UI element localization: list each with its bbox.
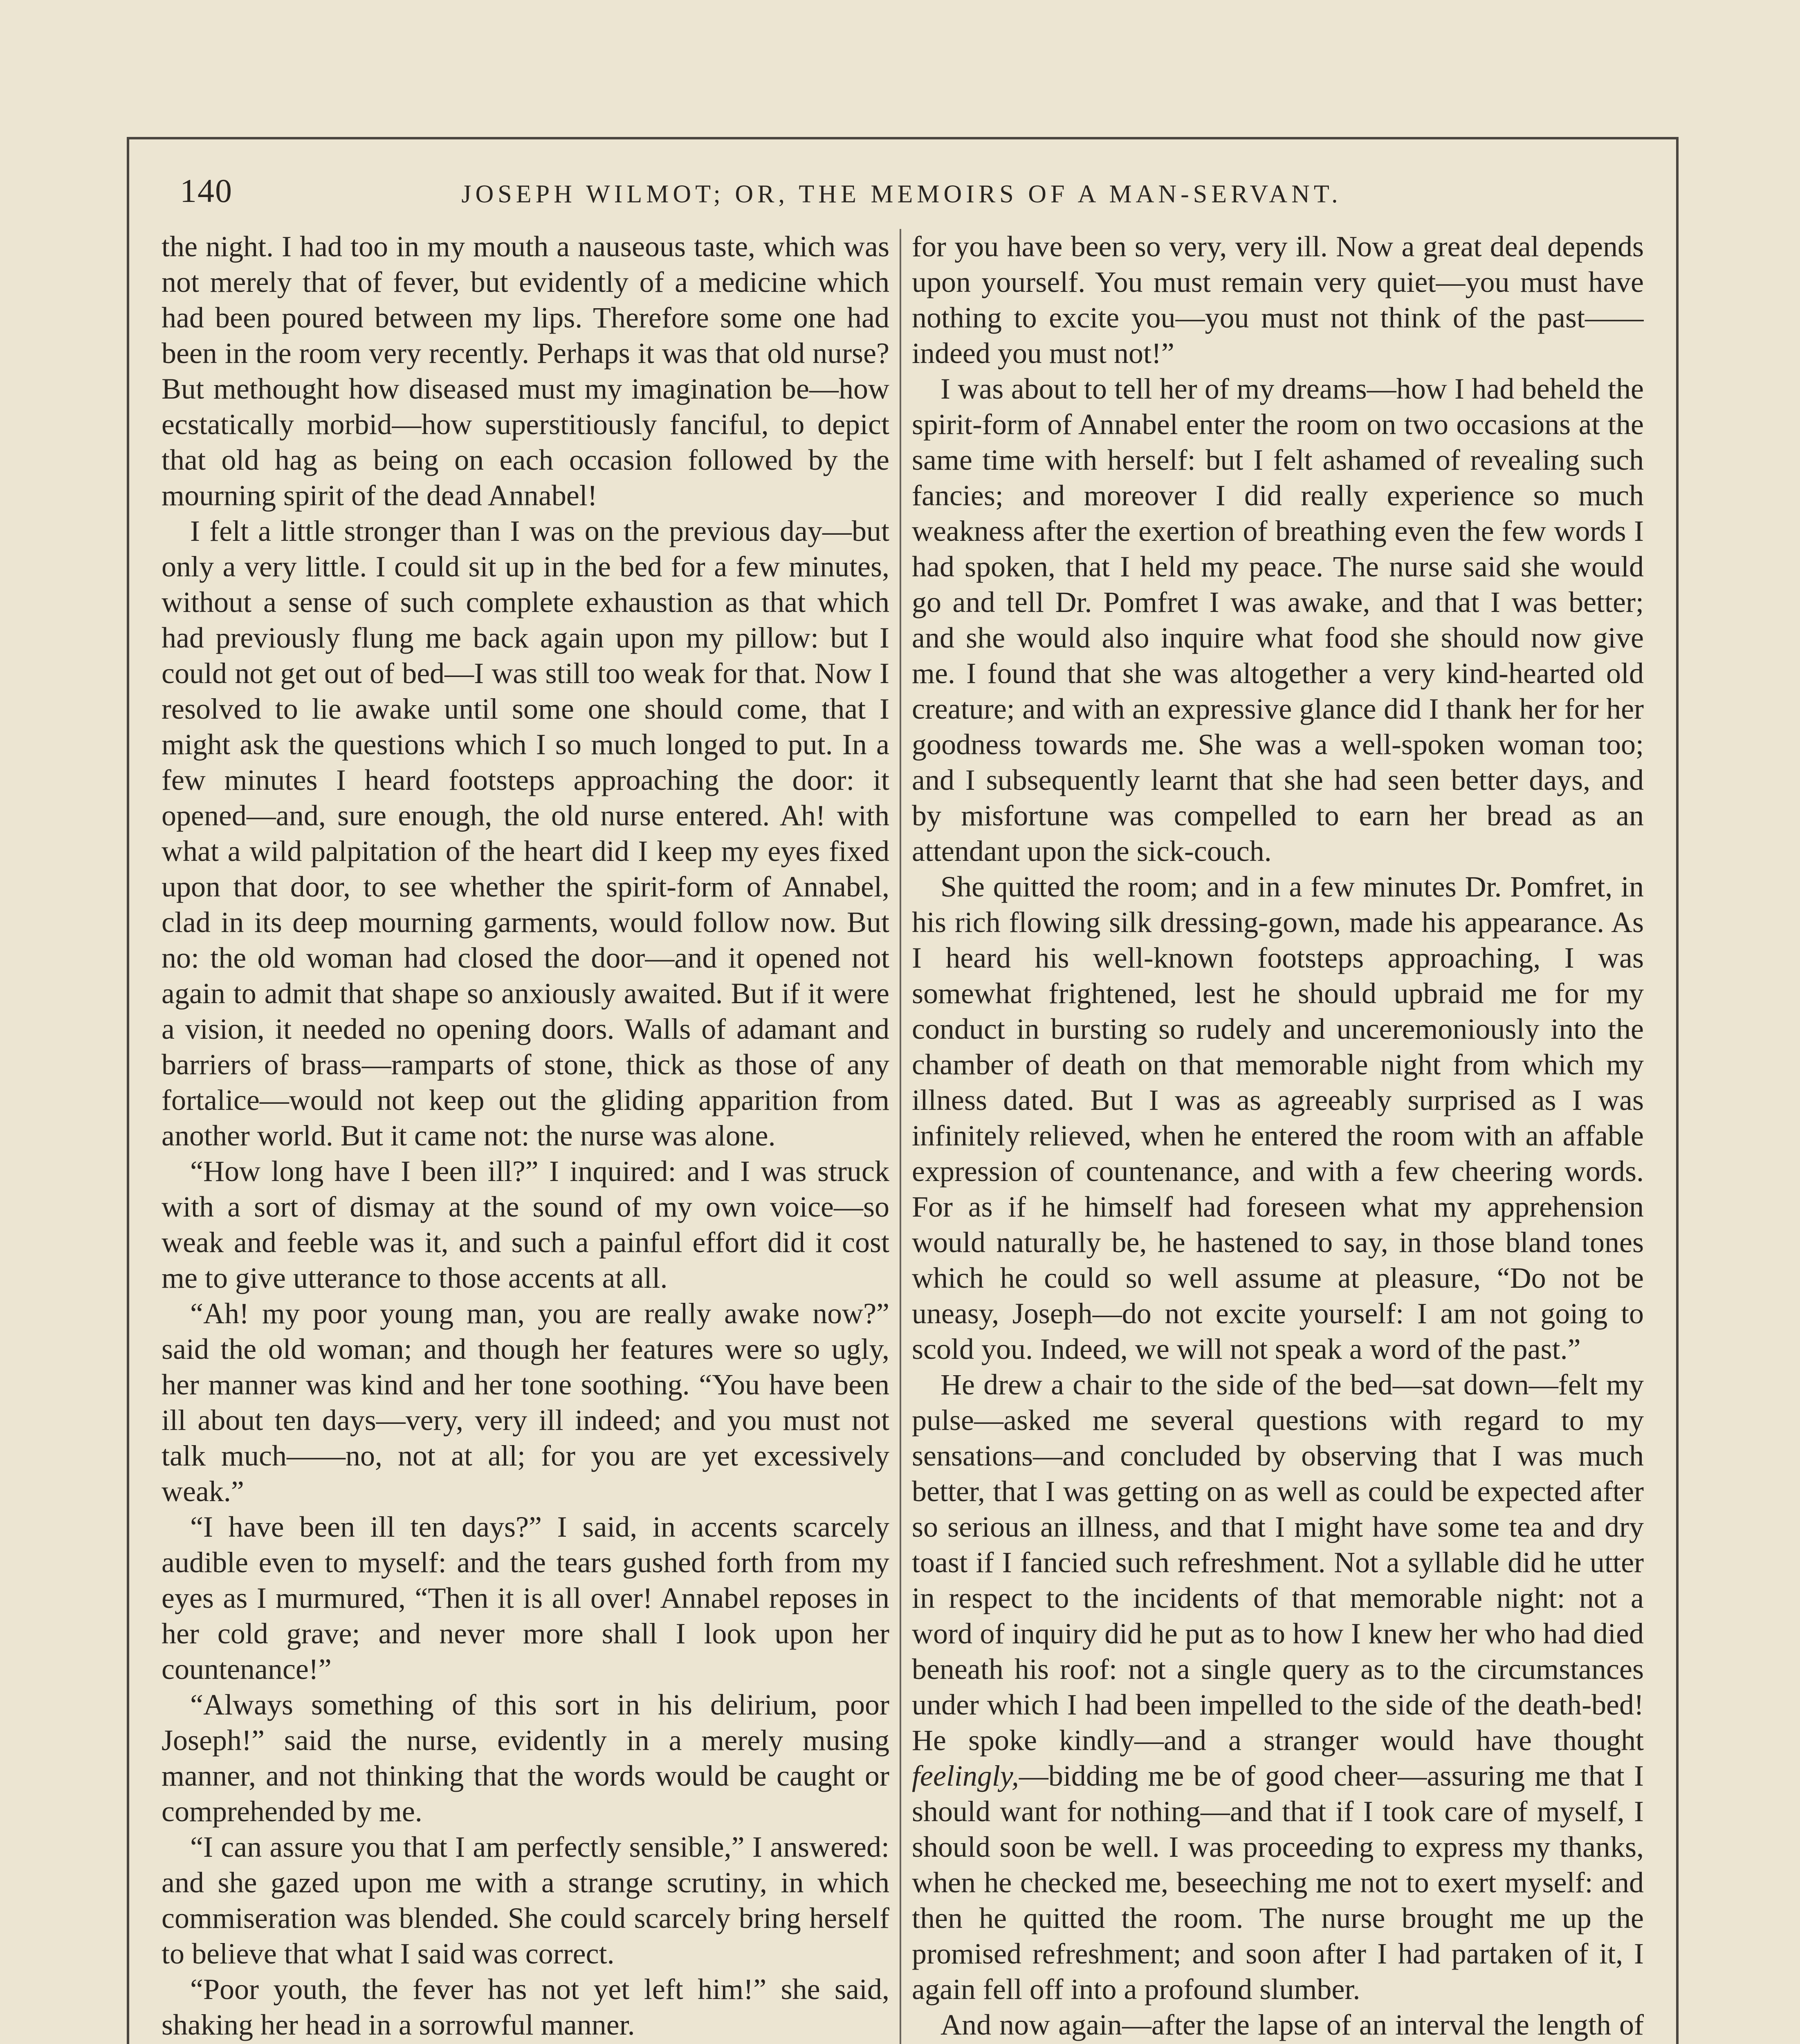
paragraph: And now again—after the lapse of an interval the length of	[940, 2008, 1644, 2041]
paragraph: “Ah! my poor young man, you are really awake now?” said the old woman; and though her features were so ugly, her manner was kind and her tone soothing. “You have been ill about ten days—very, very ill indeed; and you must not talk much——no, not at all; for you are yet excessively weak.”	[162, 1297, 889, 1508]
page-number: 140	[180, 172, 233, 209]
paragraph: She quitted the room; and in a few minutes Dr. Pomfret, in his rich flowing silk dressing-gown, made his appearance. As I heard his well-known footsteps approaching, I was somewhat frightened, lest he should upbraid me for my conduct in bursting so rudely and unceremoniously into the chamber of death on that memorable night from which my illness dated. But I was as agreeably surprised as I was infinitely relieved, when he entered the room with an affable expression of countenance, and with a few cheering words. For as if he himself had foreseen what my apprehension would naturally be, he hastened to say, in those bland tones which he could so well assume at pleasure, “Do not be uneasy, Joseph—do not excite yourself: I am not going to scold you. Indeed, we will not speak a word of the past.”	[912, 870, 1644, 1365]
running-title: JOSEPH WILMOT; OR, THE MEMOIRS OF A MAN-SERVANT.	[461, 180, 1342, 208]
paragraph: I felt a little stronger than I was on the previous day—but only a very little. I could sit up in the bed for a few minutes, without a sense of such complete exhaustion as that which had previously flung me back again upon my pillow: but I could not get out of bed—I was still too weak for that. Now I resolved to lie awake until some one should come, that I might ask the questions which I so much longed to put. In a few minutes I heard footsteps approaching the door: it opened—and, sure enough, the old nurse entered. Ah! with what a wild palpitation of the heart did I keep my eyes fixed upon that door, to see whether the spirit-form of Annabel, clad in its deep mourning garments, would follow now. But no: the old woman had closed the door—and it opened not again to admit that shape so anxiously awaited. But if it were a vision, it needed no opening doors. Walls of adamant and barriers of brass—ramparts of stone, thick as those of any fortalice—would not keep out the gliding apparition from another world. But it came not: the nurse was alone.	[162, 515, 889, 1152]
paragraph-text: —bidding me be of good cheer—assuring me that I should want for nothing—and that if I took care of myself, I should soon be well. I was proceeding to express my thanks, when he checked me, beseeching me not to exert myself: and then he quitted the room. The nurse brought me up the promised refreshment; and soon after I had partaken of it, I again fell off into a profound slumber.	[912, 1759, 1644, 2006]
page-header	[135, 164, 1668, 213]
paragraph: for you have been so very, very ill. Now a great deal depends upon yourself. You must remain very quiet—you must have nothing to excite you—you must not think of the past——indeed you must not!”	[912, 230, 1644, 370]
column-divider	[900, 229, 901, 2044]
paragraph: “How long have I been ill?” I inquired: and I was struck with a sort of dismay at the sound of my own voice—so weak and feeble was it, and such a painful effort did it cost me to give utterance to those accents at all.	[162, 1155, 889, 1294]
italic-word: feelingly,	[912, 1759, 1019, 1792]
paragraph: “Always something of this sort in his delirium, poor Joseph!” said the nurse, evidently in a merely musing manner, and not thinking that the words would be caught or comprehended by me.	[162, 1688, 889, 1828]
paragraph: “Poor youth, the fever has not yet left him!” she said, shaking her head in a sorrowful manner.	[162, 1973, 889, 2041]
left-text-column	[162, 229, 889, 2044]
paragraph: the night. I had too in my mouth a nauseous taste, which was not merely that of fever, but evidently of a medicine which had been poured between my lips. Therefore some one had been in the room very recently. Perhaps it was that old nurse? But methought how diseased must my imagination be—how ecstatically morbid—how superstitiously fanciful, to depict that old hag as being on each occasion followed by the mourning spirit of the dead Annabel!	[162, 230, 889, 512]
paragraph: “I have been ill ten days?” I said, in accents scarcely audible even to myself: and the tears gushed forth from my eyes as I murmured, “Then it is all over! Annabel reposes in her cold grave; and never more shall I look upon her countenance!”	[162, 1511, 889, 1685]
right-text-column	[912, 229, 1644, 2044]
paragraph	[912, 1367, 1644, 2007]
paragraph: I was about to tell her of my dreams—how I had beheld the spirit-form of Annabel enter the room on two occasions at the same time with herself: but I felt ashamed of revealing such fancies; and moreover I did really experience so much weakness after the exertion of breathing even the few words I had spoken, that I held my peace. The nurse said she would go and tell Dr. Pomfret I was awake, and that I was better; and she would also inquire what food she should now give me. I found that she was altogether a very kind-hearted old creature; and with an expressive glance did I thank her for her goodness towards me. She was a well-spoken woman too; and I subsequently learnt that she had seen better days, and by misfortune was compelled to earn her bread as an attendant upon the sick-couch.	[912, 372, 1644, 867]
paragraph: “I can assure you that I am perfectly sensible,” I answered: and she gazed upon me with a strange scrutiny, in which commiseration was blended. She could scarcely bring herself to believe that what I said was correct.	[162, 1831, 889, 1970]
paragraph-text: He drew a chair to the side of the bed—sat down—felt my pulse—asked me several questions with regard to my sensations—and concluded by observing that I was much better, that I was getting on as well as could be expected after so serious an illness, and that I might have some tea and dry toast if I fancied such refreshment. Not a syllable did he utter in respect to the incidents of that memorable night: not a word of inquiry did he put as to how I knew her who had died beneath his roof: not a single query as to the circumstances under which I had been impelled to the side of the death-bed! He spoke kindly—and a stranger would have thought	[912, 1368, 1644, 1757]
